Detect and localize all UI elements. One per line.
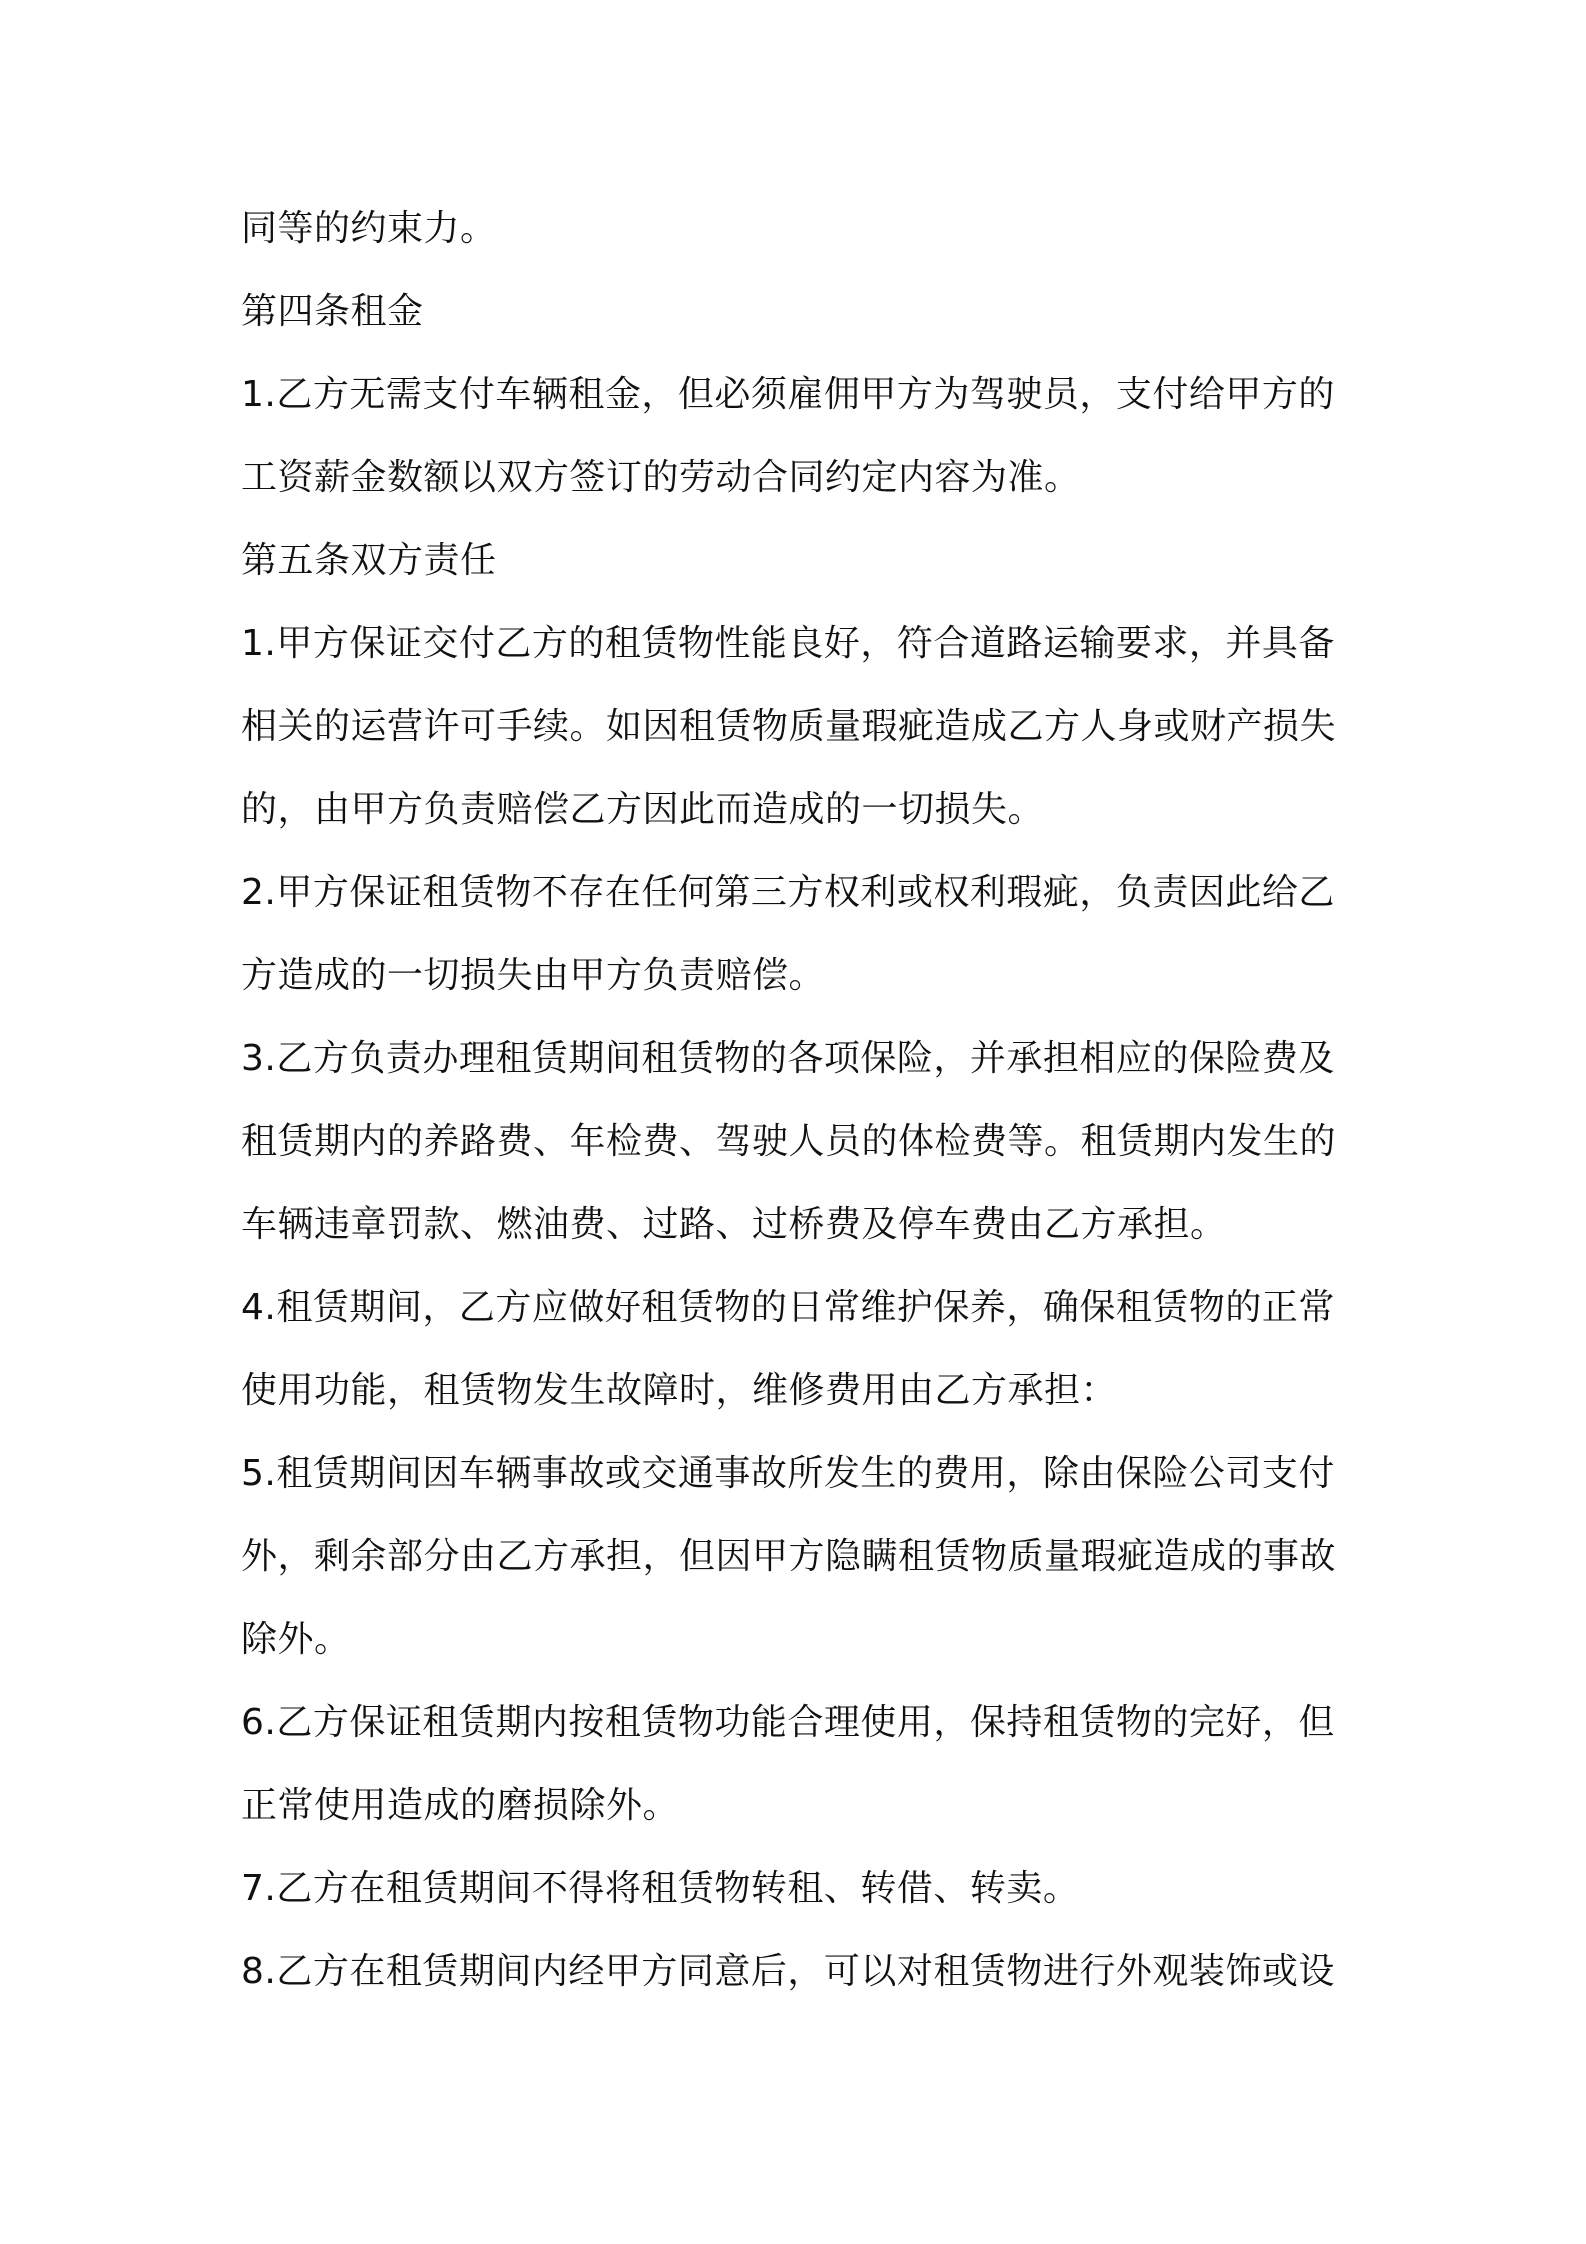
article-five-clause-1-line-3: 的，由甲方负责赔偿乙方因此而造成的一切损失。: [241, 789, 1045, 830]
article-five-clause-2-line-2: 方造成的一切损失由甲方负责赔偿。: [241, 955, 826, 996]
article-five-clause-4-line-1: 4.租赁期间，乙方应做好租赁物的日常维护保养，确保租赁物的正常: [241, 1287, 1335, 1328]
article-five-clause-6-line-1: 6.乙方保证租赁期内按租赁物功能合理使用，保持租赁物的完好，但: [241, 1702, 1335, 1743]
article-five-clause-5-line-1: 5.租赁期间因车辆事故或交通事故所发生的费用，除由保险公司支付: [241, 1453, 1335, 1494]
article-five-clause-4-line-2: 使用功能，租赁物发生故障时，维修费用由乙方承担：: [241, 1370, 1118, 1411]
article-five-clause-5-line-3: 除外。: [241, 1619, 351, 1660]
article-five-clause-6-line-2: 正常使用造成的磨损除外。: [241, 1785, 680, 1826]
article-four-heading: 第四条租金: [241, 291, 424, 332]
text-line-continuation: 同等的约束力。: [241, 208, 497, 249]
document-body: [241, 196, 1361, 2022]
article-five-clause-7-line-1: 7.乙方在租赁期间不得将租赁物转租、转借、转卖。: [241, 1868, 1080, 1909]
article-five-heading: 第五条双方责任: [241, 540, 497, 581]
article-four-clause-1-line-1: 1.乙方无需支付车辆租金，但必须雇佣甲方为驾驶员，支付给甲方的: [241, 374, 1335, 415]
article-five-clause-1-line-2: 相关的运营许可手续。如因租赁物质量瑕疵造成乙方人身或财产损失: [241, 706, 1337, 747]
article-five-clause-3-line-1: 3.乙方负责办理租赁期间租赁物的各项保险，并承担相应的保险费及: [241, 1038, 1335, 1079]
article-five-clause-3-line-3: 车辆违章罚款、燃油费、过路、过桥费及停车费由乙方承担。: [241, 1204, 1227, 1245]
article-five-clause-2-line-1: 2.甲方保证租赁物不存在任何第三方权利或权利瑕疵，负责因此给乙: [241, 872, 1335, 913]
article-five-clause-8-line-1: 8.乙方在租赁期间内经甲方同意后，可以对租赁物进行外观装饰或设: [241, 1951, 1335, 1992]
article-five-clause-3-line-2: 租赁期内的养路费、年检费、驾驶人员的体检费等。租赁期内发生的: [241, 1121, 1337, 1162]
article-five-clause-1-line-1: 1.甲方保证交付乙方的租赁物性能良好，符合道路运输要求，并具备: [241, 623, 1335, 664]
article-five-clause-5-line-2: 外，剩余部分由乙方承担，但因甲方隐瞒租赁物质量瑕疵造成的事故: [241, 1536, 1337, 1577]
article-four-clause-1-line-2: 工资薪金数额以双方签订的劳动合同约定内容为准。: [241, 457, 1081, 498]
